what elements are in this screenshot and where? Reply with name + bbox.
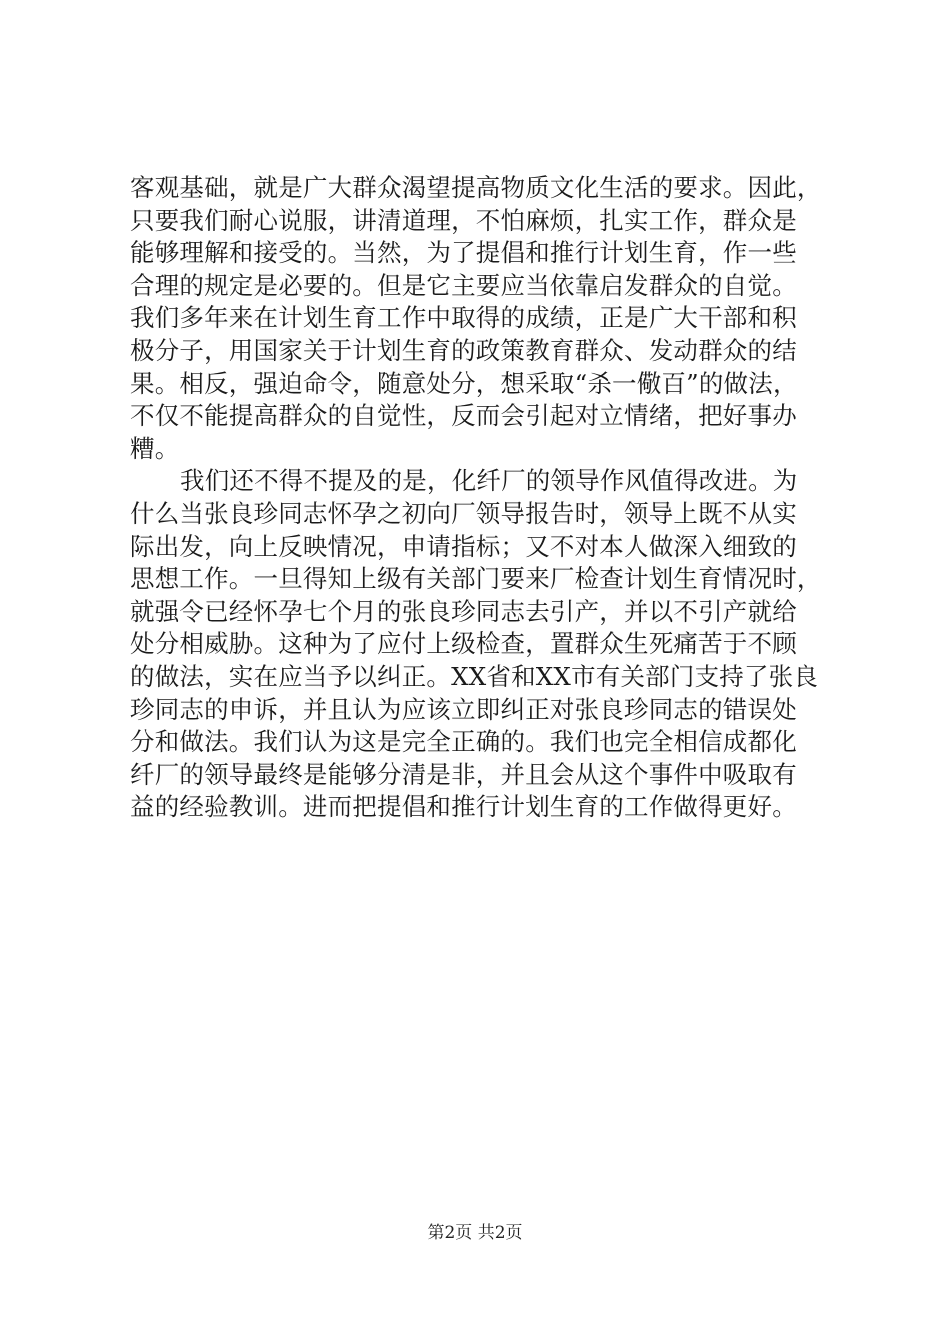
text-line: 能够理解和接受的。当然，为了提倡和推行计划生育，作一些 [130, 238, 797, 268]
text-line: 处分相威胁。这种为了应付上级检查，置群众生死痛苦于不顾 [130, 629, 797, 659]
text-line: 只要我们耐心说服，讲清道理，不怕麻烦，扎实工作，群众是 [130, 205, 797, 235]
paragraph-1 [130, 172, 830, 465]
text-line: 我们多年来在计划生育工作中取得的成绩，正是广大干部和积 [130, 303, 797, 333]
page-number: 第2页 共2页 [427, 1223, 523, 1243]
text-line: 糟。 [130, 433, 180, 463]
text-line: 果。相反，强迫命令，随意处分，想采取“杀一儆百”的做法， [130, 368, 798, 398]
text-line: 就强令已经怀孕七个月的张良珍同志去引产，并以不引产就给 [130, 596, 797, 626]
text-line: 思想工作。一旦得知上级有关部门要来厂检查计划生育情况时， [130, 564, 822, 594]
text-line: 我们还不得不提及的是，化纤厂的领导作风值得改进。为 [180, 466, 798, 496]
paragraph-2 [130, 465, 830, 824]
text-line: 什么当张良珍同志怀孕之初向厂领导报告时，领导上既不从实 [130, 498, 797, 528]
text-line: 极分子，用国家关于计划生育的政策教育群众、发动群众的结 [130, 335, 797, 365]
text-line: 际出发，向上反映情况，申请指标；又不对本人做深入细致的 [130, 531, 797, 561]
text-line: 不仅不能提高群众的自觉性，反而会引起对立情绪，把好事办 [130, 401, 797, 431]
text-line: 益的经验教训。进而把提倡和推行计划生育的工作做得更好。 [130, 792, 797, 822]
body-text [130, 172, 830, 824]
text-line: 客观基础，就是广大群众渴望提高物质文化生活的要求。因此， [130, 173, 822, 202]
text-line: 珍同志的申诉，并且认为应该立即纠正对张良珍同志的错误处 [130, 694, 797, 724]
page-footer [0, 1218, 950, 1243]
text-line: 分和做法。我们认为这是完全正确的。我们也完全相信成都化 [130, 727, 797, 757]
text-line: 的做法，实在应当予以纠正。XX省和XX市有关部门支持了张良 [130, 661, 819, 691]
text-line: 纤厂的领导最终是能够分清是非，并且会从这个事件中吸取有 [130, 759, 797, 789]
text-line: 合理的规定是必要的。但是它主要应当依靠启发群众的自觉。 [130, 270, 797, 300]
